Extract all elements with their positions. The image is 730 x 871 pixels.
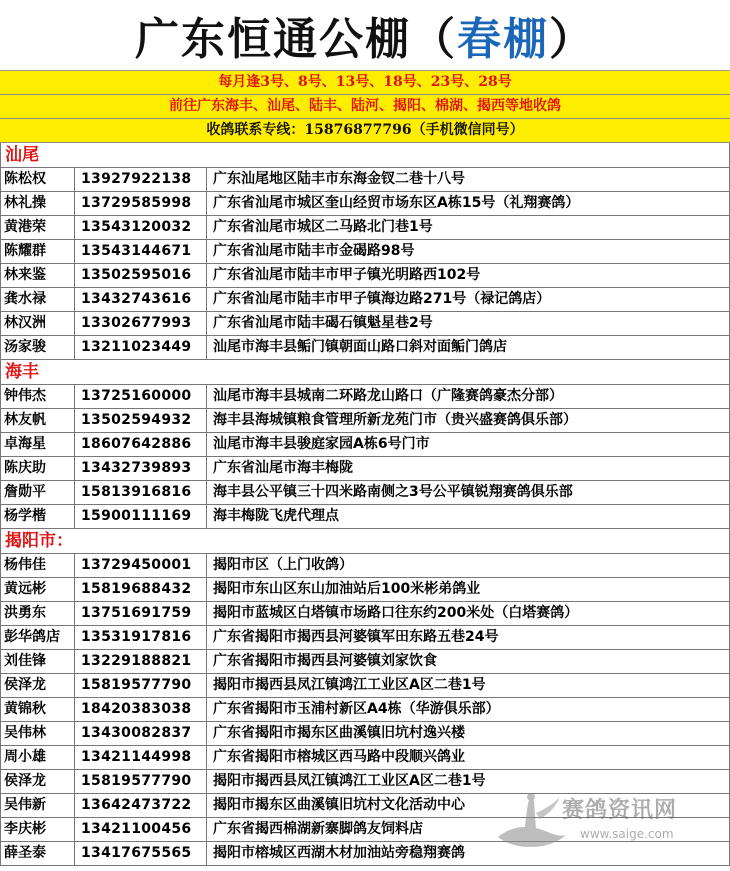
contact-address: 广东省揭阳市玉浦村新区A4栋（华游俱乐部） (213, 701, 500, 717)
contact-phone: 18420383038 (75, 698, 207, 721)
watermark-text: 赛鸽资讯网 (562, 798, 678, 823)
contact-table (0, 143, 730, 866)
contact-name: 陈耀群 (1, 240, 75, 263)
contact-name: 杨学楷 (1, 505, 75, 528)
table-row (1, 818, 729, 842)
table-row (1, 409, 729, 433)
contact-name: 洪勇东 (1, 602, 75, 625)
contact-phone: 15900111169 (75, 505, 207, 528)
contact-phone: 15819577790 (75, 674, 207, 697)
contact-name: 薛圣泰 (1, 842, 75, 865)
table-row (1, 626, 729, 650)
contact-address: 汕尾市海丰县鲘门镇朝面山路口斜对面鲘门鸽店 (213, 339, 507, 355)
contact-name: 彭华鸽店 (1, 626, 75, 649)
contact-address: 广东省汕尾市陆丰碣石镇魁星巷2号 (213, 315, 433, 331)
watermark-url: www.saige.com (580, 827, 674, 841)
contact-name: 陈庆助 (1, 457, 75, 480)
contact-name: 侯泽龙 (1, 770, 75, 793)
table-row (1, 794, 729, 818)
table-row (1, 842, 729, 866)
contact-name: 汤家骏 (1, 336, 75, 359)
contact-phone: 13432739893 (75, 457, 207, 480)
contact-name: 钟伟杰 (1, 385, 75, 408)
contact-phone: 13729585998 (75, 192, 207, 215)
table-row (1, 433, 729, 457)
table-row (1, 722, 729, 746)
contact-address: 广东省汕尾市城区二马路北门巷1号 (213, 219, 433, 235)
contact-phone: 13432743616 (75, 288, 207, 311)
contact-name: 李庆彬 (1, 818, 75, 841)
contact-address: 广东省汕尾市陆丰市金碣路98号 (213, 243, 415, 259)
table-row (1, 168, 729, 192)
contact-phone: 13417675565 (75, 842, 207, 865)
contact-address: 揭阳市东山区东山加油站后100米彬弟鸽业 (213, 581, 481, 597)
title-main: 广东恒通公棚（ (135, 14, 457, 65)
contact-name: 林礼操 (1, 192, 75, 215)
contact-address: 广东省汕尾市城区奎山经贸市场东区A栋15号（礼翔赛鸽） (213, 195, 580, 211)
contact-name: 刘佳锋 (1, 650, 75, 673)
contact-address: 广东省揭阳市揭西县河婆镇军田东路五巷24号 (213, 629, 499, 645)
contact-address: 揭阳市揭东区曲溪镇旧坑村文化活动中心 (213, 797, 465, 813)
table-row (1, 457, 729, 481)
contact-phone: 13502594932 (75, 409, 207, 432)
contact-phone: 15819688432 (75, 578, 207, 601)
contact-address: 揭阳市榕城区西湖木材加油站旁稳翔赛鸽 (213, 845, 465, 861)
table-row (1, 312, 729, 336)
table-row (1, 385, 729, 409)
contact-name: 龚水禄 (1, 288, 75, 311)
table-row (1, 336, 729, 360)
contact-address: 广东省汕尾市陆丰市甲子镇光明路西102号 (213, 267, 481, 283)
contact-phone: 13642473722 (75, 794, 207, 817)
table-row (1, 746, 729, 770)
contact-address: 广东省揭阳市揭西县河婆镇刘家饮食 (213, 653, 437, 669)
contact-address: 海丰县公平镇三十四米路南侧之3号公平镇锐翔赛鸽俱乐部 (213, 484, 573, 500)
contact-phone: 13751691759 (75, 602, 207, 625)
table-row (1, 602, 729, 626)
table-row (1, 505, 729, 529)
table-row (1, 481, 729, 505)
contact-phone: 13421100456 (75, 818, 207, 841)
contact-name: 黄港荣 (1, 216, 75, 239)
table-row (1, 192, 729, 216)
contact-name: 侯泽龙 (1, 674, 75, 697)
contact-address: 广东省揭西棉湖新寨脚鸽友饲料店 (213, 821, 423, 837)
contact-address: 广东省汕尾市陆丰市甲子镇海边路271号（禄记鸽店） (213, 291, 551, 307)
table-row (1, 554, 729, 578)
contact-address: 海丰县海城镇粮食管理所新龙苑门市（贵兴盛赛鸽俱乐部） (213, 412, 577, 428)
page-title (135, 3, 595, 67)
table-row (1, 264, 729, 288)
contact-name: 杨伟佳 (1, 554, 75, 577)
contact-phone: 13729450001 (75, 554, 207, 577)
contact-address: 广东省汕尾市海丰梅陇 (213, 460, 353, 476)
contact-name: 吴伟林 (1, 722, 75, 745)
contact-address: 广东汕尾地区陆丰市东海金钗二巷十八号 (213, 171, 465, 187)
contact-address: 汕尾市海丰县骏庭家园A栋6号门市 (213, 436, 430, 452)
contact-name: 林友帆 (1, 409, 75, 432)
title-end: ） (549, 14, 595, 65)
contact-phone: 13421144998 (75, 746, 207, 769)
contact-phone: 13543120032 (75, 216, 207, 239)
contact-phone: 15819577790 (75, 770, 207, 793)
section-header: 海丰 (1, 360, 729, 385)
contact-address: 广东省揭阳市揭东区曲溪镇旧坑村逸兴楼 (213, 725, 465, 741)
contact-name: 林来鉴 (1, 264, 75, 287)
table-row (1, 650, 729, 674)
contact-address: 汕尾市海丰县城南二环路龙山路口（广隆赛鸽豪杰分部） (213, 388, 563, 404)
contact-address: 揭阳市揭西县凤江镇鸿江工业区A区二巷1号 (213, 677, 486, 693)
contact-phone: 15813916816 (75, 481, 207, 504)
contact-address: 揭阳市区（上门收鸽） (213, 557, 353, 573)
route-banner: 前往广东海丰、汕尾、陆丰、陆河、揭阳、棉湖、揭西等地收鸽 (0, 95, 730, 119)
table-row (1, 288, 729, 312)
title-bar (0, 0, 730, 71)
table-row (1, 770, 729, 794)
contact-name: 卓海星 (1, 433, 75, 456)
contact-name: 黄远彬 (1, 578, 75, 601)
contact-address: 揭阳市揭西县凤江镇鸿江工业区A区二巷1号 (213, 773, 486, 789)
contact-name: 詹勋平 (1, 481, 75, 504)
contact-phone: 18607642886 (75, 433, 207, 456)
contact-phone: 13543144671 (75, 240, 207, 263)
contact-phone: 13430082837 (75, 722, 207, 745)
contact-phone: 13927922138 (75, 168, 207, 191)
section-header: 揭阳市： (1, 529, 729, 554)
table-row (1, 698, 729, 722)
contact-address: 揭阳市蓝城区白塔镇市场路口往东约200米处（白塔赛鸽） (213, 605, 579, 621)
contact-name: 林汉洲 (1, 312, 75, 335)
contact-phone: 13302677993 (75, 312, 207, 335)
table-row (1, 216, 729, 240)
contact-name: 陈松权 (1, 168, 75, 191)
contact-address: 海丰梅陇飞虎代理点 (213, 508, 339, 524)
contact-phone: 13531917816 (75, 626, 207, 649)
contact-phone: 13229188821 (75, 650, 207, 673)
contact-name: 周小雄 (1, 746, 75, 769)
table-row (1, 674, 729, 698)
contact-name: 黄锦秋 (1, 698, 75, 721)
contact-name: 吴伟新 (1, 794, 75, 817)
table-row (1, 578, 729, 602)
contact-phone: 13725160000 (75, 385, 207, 408)
contact-phone: 13211023449 (75, 336, 207, 359)
section-header: 汕尾 (1, 143, 729, 168)
table-row (1, 240, 729, 264)
contact-address: 广东省揭阳市榕城区西马路中段顺兴鸽业 (213, 749, 465, 765)
title-sub: 春棚 (457, 14, 549, 65)
schedule-banner: 每月逢3号、8号、13号、18号、23号、28号 (0, 71, 730, 95)
hotline-banner: 收鸽联系专线：15876877796（手机微信同号） (0, 119, 730, 143)
contact-phone: 13502595016 (75, 264, 207, 287)
